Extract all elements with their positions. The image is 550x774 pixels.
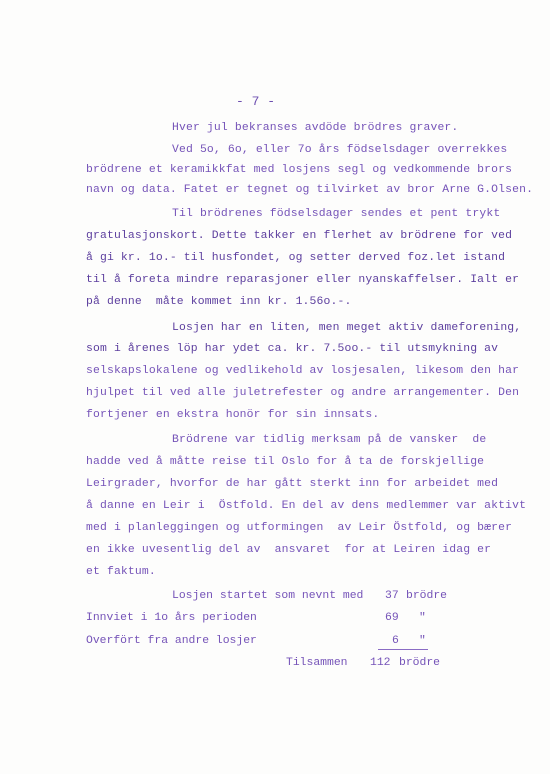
text-line: en ikke uvesentlig del av ansvaret for at Leiren idag er <box>86 544 492 556</box>
text-line: gratulasjonskort. Dette takker en flerhet av brödrene for ved <box>86 230 513 242</box>
page-number: - 7 - <box>236 94 276 109</box>
text-line: å gi kr. 1o.- til husfondet, og setter derved foz.let istand <box>86 252 506 264</box>
text-line: hjulpet til ved alle juletrefester og andre arrangementer. Den <box>86 387 520 399</box>
membership-label: Innviet i 1o års perioden <box>86 612 257 624</box>
text-line: brödrene et keramikkfat med losjens segl og vedkommende brors <box>86 164 513 176</box>
text-line: Brödrene var tidlig merksam på de vansker de <box>172 434 487 446</box>
membership-value: 6 <box>392 635 399 647</box>
text-line: på denne måte kommet inn kr. 1.56o.-. <box>86 296 352 308</box>
membership-total-unit: brödre <box>399 657 441 669</box>
membership-label: Overfört fra andre losjer <box>86 635 257 647</box>
text-line: som i årenes löp har ydet ca. kr. 7.5oo.- til utsmykning av <box>86 343 499 355</box>
text-line: fortjener en ekstra honör for sin innsats. <box>86 409 380 421</box>
membership-unit: " <box>419 635 426 647</box>
text-line: et faktum. <box>86 566 156 578</box>
membership-value: 69 <box>385 612 399 624</box>
membership-total-label: Tilsammen <box>286 657 348 669</box>
membership-total-value: 112 <box>370 657 391 669</box>
text-line: Hver jul bekranses avdöde brödres graver. <box>172 122 459 134</box>
membership-label: Losjen startet som nevnt med <box>172 590 364 602</box>
text-line: Leirgrader, hvorfor de har gått sterkt inn for arbeidet med <box>86 478 499 490</box>
membership-unit: " <box>419 612 426 624</box>
text-line: til å foreta mindre reparasjoner eller nyanskaffelser. Ialt er <box>86 274 520 286</box>
sum-underline <box>378 649 428 650</box>
text-line: Losjen har en liten, men meget aktiv dameforening, <box>172 322 522 334</box>
text-line: hadde ved å måtte reise til Oslo for å ta de forskjellige <box>86 456 485 468</box>
text-line: med i planleggingen og utformingen av Leir Östfold, og bærer <box>86 522 513 534</box>
text-line: selskapslokalene og vedlikehold av losjesalen, likesom den har <box>86 365 520 377</box>
membership-unit: brödre <box>406 590 448 602</box>
text-line: Ved 5o, 6o, eller 7o års födselsdager overrekkes <box>172 144 508 156</box>
text-line: å danne en Leir i Östfold. En del av dens medlemmer var aktivt <box>86 500 527 512</box>
membership-value: 37 <box>385 590 399 602</box>
text-line: Til brödrenes födselsdager sendes et pent trykt <box>172 208 501 220</box>
text-line: navn og data. Fatet er tegnet og tilvirket av bror Arne G.Olsen. <box>86 184 534 196</box>
